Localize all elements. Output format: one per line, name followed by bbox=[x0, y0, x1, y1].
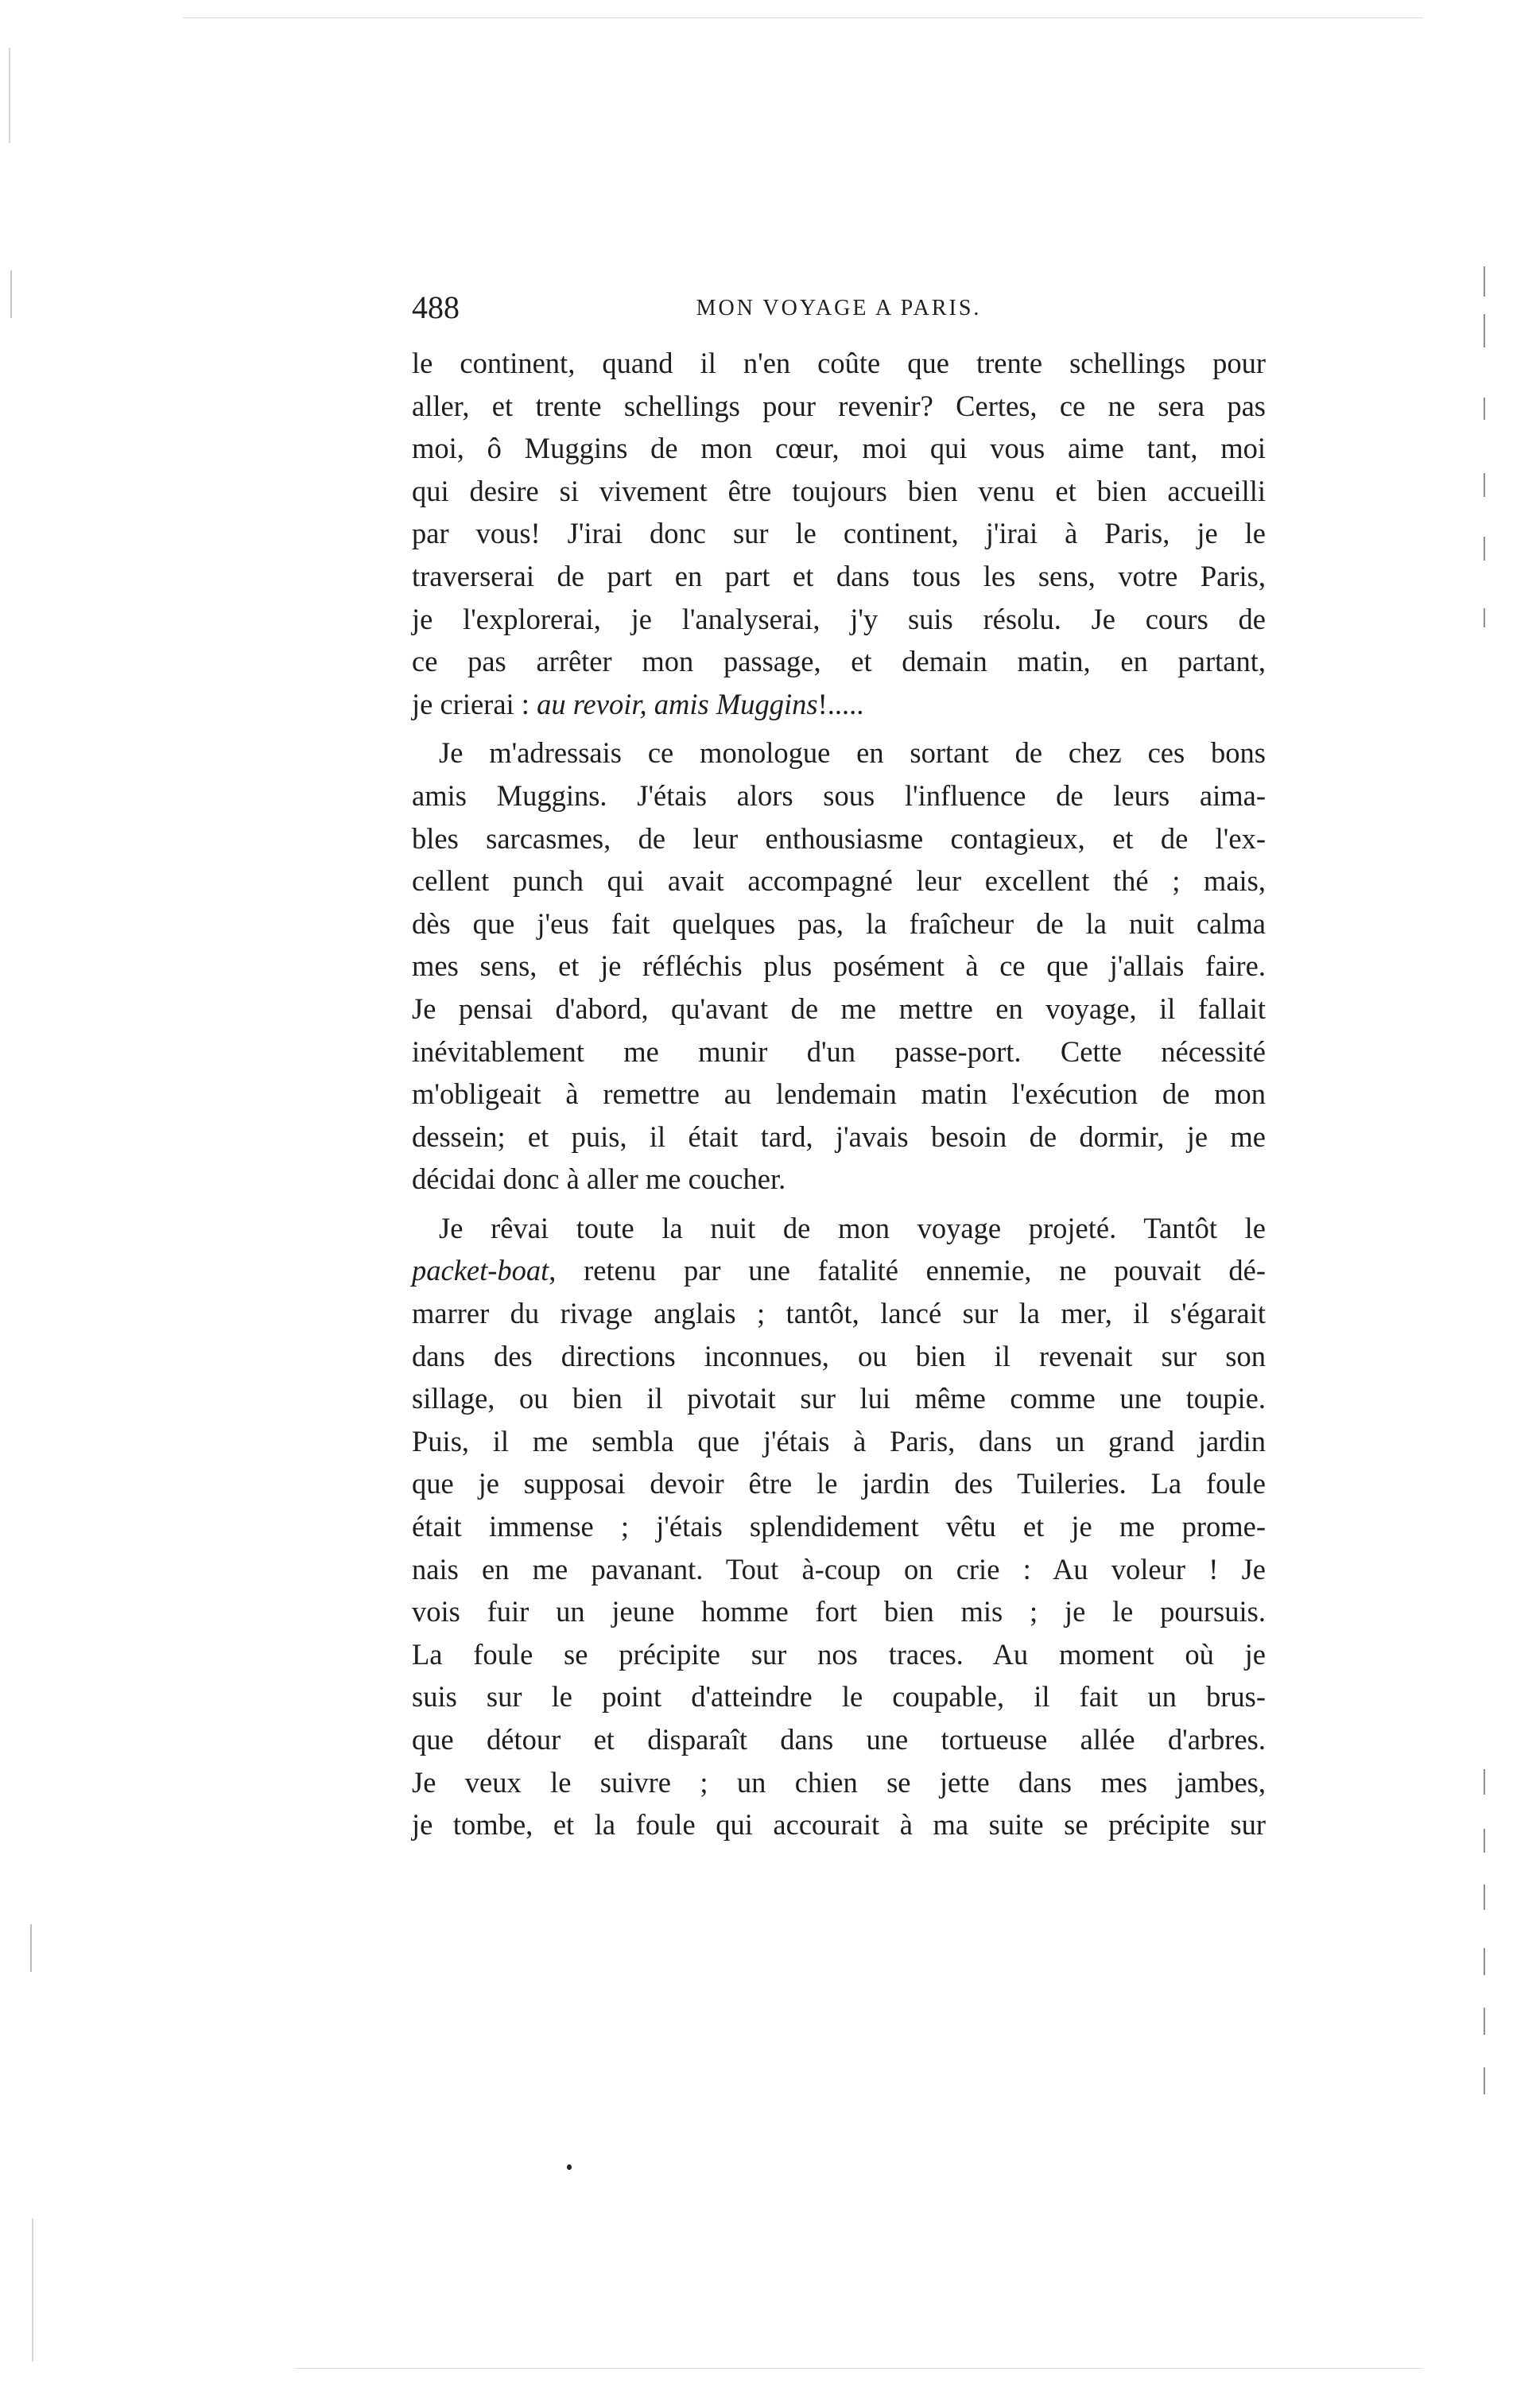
text-line: inévitablement me munir d'un passe-port. Cette nécessité bbox=[412, 1034, 1266, 1068]
body-text bbox=[412, 342, 1266, 1846]
text-line: Je rêvai toute la nuit de mon voyage projeté. Tantôt le bbox=[439, 1211, 1266, 1244]
paragraph-1 bbox=[412, 342, 1266, 725]
text-line: traverserai de part en part et dans tous les sens, votre Paris, bbox=[412, 559, 1266, 592]
text-line: qui desire si vivement être toujours bien venu et bien accueilli bbox=[412, 474, 1266, 507]
scan-mark-left bbox=[9, 48, 10, 143]
text-line: Je veux le suivre ; un chien se jette dans mes jambes, bbox=[412, 1765, 1266, 1799]
text-line: aller, et trente schellings pour revenir? Certes, ce ne sera pas bbox=[412, 389, 1266, 422]
text-line: je tombe, et la foule qui accourait à ma suite se précipite sur bbox=[412, 1808, 1266, 1842]
text-line: je l'explorerai, je l'analyserai, j'y suis résolu. Je cours de bbox=[412, 602, 1266, 635]
scan-mark-right-6 bbox=[1484, 608, 1485, 627]
line-suffix: , retenu par une fatalité ennemie, ne pouvait dé- bbox=[549, 1254, 1266, 1287]
scan-mark-left-2 bbox=[10, 270, 12, 318]
scan-mark-right-11 bbox=[1484, 2008, 1485, 2035]
closing-suffix: !..... bbox=[817, 687, 864, 720]
text-line: amis Muggins. J'étais alors sous l'influence de leurs aima- bbox=[412, 778, 1266, 812]
text-line-italic-start bbox=[412, 1249, 1266, 1292]
text-line: mes sens, et je réfléchis plus posément à ce que j'allais faire. bbox=[412, 949, 1266, 983]
text-line: que je supposai devoir être le jardin des Tuileries. La foule bbox=[412, 1467, 1266, 1500]
text-line: dès que j'eus fait quelques pas, la fraîcheur de la nuit calma bbox=[412, 906, 1266, 940]
running-head: MON VOYAGE A PARIS. bbox=[696, 296, 982, 320]
text-line: sillage, ou bien il pivotait sur lui même comme une toupie. bbox=[412, 1382, 1266, 1415]
scan-mark-right-12 bbox=[1484, 2067, 1485, 2094]
text-line: bles sarcasmes, de leur enthousiasme contagieux, et de l'ex- bbox=[412, 821, 1266, 855]
page-number: 488 bbox=[412, 289, 460, 325]
scan-speck bbox=[567, 2164, 572, 2170]
text-line: dans des directions inconnues, ou bien il revenait sur son bbox=[412, 1339, 1266, 1372]
text-line: Je m'adressais ce monologue en sortant de chez ces bons bbox=[439, 736, 1266, 770]
text-line: La foule se précipite sur nos traces. Au moment où je bbox=[412, 1637, 1266, 1671]
text-line: marrer du rivage anglais ; tantôt, lancé sur la mer, il s'égarait bbox=[412, 1297, 1266, 1330]
scan-mark-right-7 bbox=[1484, 1769, 1485, 1795]
scan-mark-left-4 bbox=[32, 2218, 33, 2362]
text-line: Puis, il me sembla que j'étais à Paris, dans un grand jardin bbox=[412, 1424, 1266, 1457]
italic-term: packet-boat bbox=[412, 1254, 549, 1287]
scan-mark-right-3 bbox=[1484, 398, 1485, 420]
text-line: était immense ; j'étais splendidement vêtu et je me prome- bbox=[412, 1510, 1266, 1543]
scan-border-bottom bbox=[294, 2368, 1423, 2369]
text-line-closing bbox=[412, 683, 1266, 726]
text-line: cellent punch qui avait accompagné leur excellent thé ; mais, bbox=[412, 864, 1266, 898]
paragraph-3 bbox=[412, 1207, 1266, 1846]
text-line: par vous! J'irai donc sur le continent, j'irai à Paris, je le bbox=[412, 517, 1266, 550]
scan-mark-right-1 bbox=[1484, 266, 1485, 297]
text-line: que détour et disparaît dans une tortueuse allée d'arbres. bbox=[412, 1723, 1266, 1756]
text-line: suis sur le point d'atteindre le coupable, il fait un brus- bbox=[412, 1680, 1266, 1714]
scan-mark-right-5 bbox=[1484, 537, 1485, 561]
scan-mark-left-3 bbox=[30, 1924, 32, 1972]
scan-mark-right-10 bbox=[1484, 1948, 1485, 1975]
text-line: Je pensai d'abord, qu'avant de me mettre en voyage, il fallait bbox=[412, 992, 1266, 1025]
scan-mark-right-4 bbox=[1484, 473, 1485, 497]
text-line: vois fuir un jeune homme fort bien mis ; je le poursuis. bbox=[412, 1595, 1266, 1628]
text-line: décidai donc à aller me coucher. bbox=[412, 1162, 786, 1196]
text-line: dessein; et puis, il était tard, j'avais besoin de dormir, je me bbox=[412, 1120, 1266, 1153]
text-line: moi, ô Muggins de mon cœur, moi qui vous aime tant, moi bbox=[412, 432, 1266, 465]
page-header bbox=[412, 288, 1266, 328]
closing-italic: au revoir, amis Muggins bbox=[537, 687, 818, 720]
paragraph-2 bbox=[412, 732, 1266, 1201]
scan-mark-right-8 bbox=[1484, 1829, 1485, 1853]
closing-prefix: je crierai : bbox=[412, 687, 537, 720]
scan-border-top bbox=[183, 17, 1423, 18]
scan-mark-right-9 bbox=[1484, 1884, 1485, 1910]
text-line: m'obligeait à remettre au lendemain matin l'exécution de mon bbox=[412, 1077, 1266, 1111]
text-line: le continent, quand il n'en coûte que trente schellings pour bbox=[412, 347, 1266, 379]
text-line: nais en me pavanant. Tout à-coup on crie : Au voleur ! Je bbox=[412, 1552, 1266, 1586]
text-line: ce pas arrêter mon passage, et demain matin, en partant, bbox=[412, 645, 1266, 678]
scan-mark-right-2 bbox=[1484, 314, 1485, 347]
